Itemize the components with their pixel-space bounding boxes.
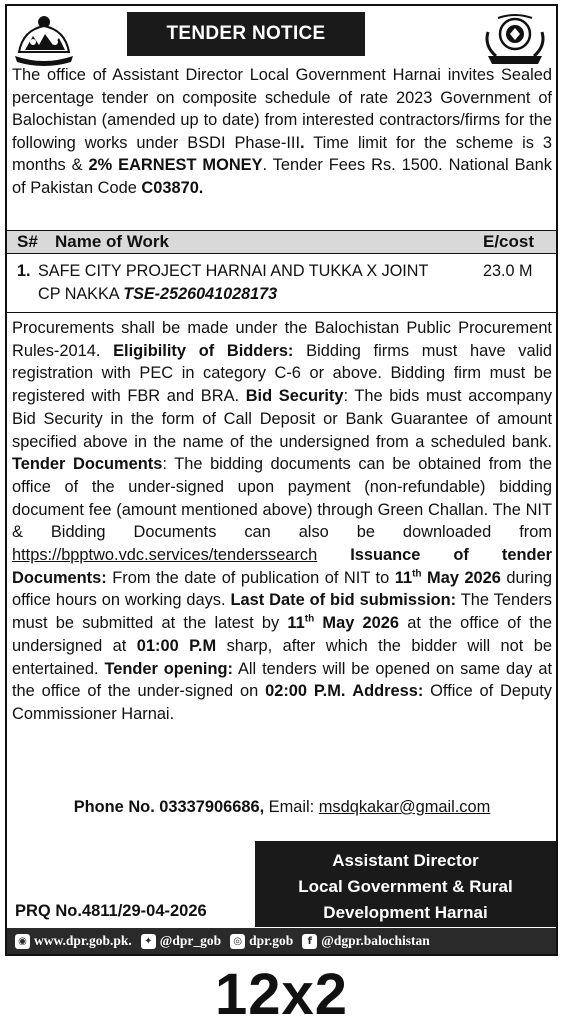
prq-number: PRQ No.4811/29-04-2026 [15, 902, 207, 920]
row-number: 1. [17, 262, 31, 280]
tender-search-link[interactable]: https://bpptwo.vdc.services/tenderssearch [12, 546, 318, 565]
facebook-icon: f [302, 934, 317, 949]
col-sno: S# [17, 232, 38, 251]
contact-line: Phone No. 03337906686, Email: msdqkakar@gmail.com [73, 798, 491, 816]
col-estimated-cost: E/cost [483, 232, 535, 251]
notice-title: TENDER NOTICE [127, 12, 365, 56]
tender-notice [5, 4, 558, 956]
footer-website[interactable]: ◉ www.dpr.gob.pk. [15, 933, 132, 949]
signature-block: Assistant Director Local Government & Rural Development Harnai [255, 841, 556, 927]
tse-number: TSE-2526041028173 [123, 284, 278, 303]
government-seal-icon [480, 12, 550, 68]
phone-number: Phone No. 03337906686, [73, 798, 265, 816]
footer-twitter[interactable]: ✦ @dpr_gob [141, 933, 221, 949]
row-work-name: SAFE CITY PROJECT HARNAI AND TUKKA X JOINT CP NAKKA TSE-2526041028173 [38, 262, 429, 303]
globe-icon: ◉ [15, 934, 30, 949]
ad-size-label: 12x2 [214, 962, 349, 1024]
balochistan-emblem-icon [11, 12, 77, 68]
terms-paragraph: Procurements shall be made under the Balochistan Public Procurement Rules-2014. Eligibility of Bidders: Bidding firms must have valid registration with PEC in category C-6 or above. Bidding firm must be registered with FBR and BRA. Bid Security: The bids must accompany Bid Security in the form of Call Deposit or Bank Guarantee of amount specified above in the name of the undersigned from a scheduled bank. Tender Documents: The bidding documents can be obtained from the office of the under-signed upon payment (non-refundable) bidding document fee (amount mentioned above) through Green Challan. The NIT & Bidding Documents can also be downloaded from https://bpptwo.vdc.services/tenderssearch Issuance of tender Documents: From the date of publication of NIT to 11th May 2026 during office hours on working days. Last Date of bid submission: The Tenders must be submitted at the latest by 11th May 2026 at the office of the undersigned at 01:00 P.M sharp, after which the bidder will not be entertained. Tender opening: All tenders will be opened on same day at the office of the under-signed on 02:00 P.M. Address: Office of Deputy Commissioner Harnai. [12, 319, 553, 723]
twitter-icon: ✦ [141, 934, 156, 949]
footer-bar [7, 928, 556, 954]
table-row [7, 260, 556, 312]
email-link[interactable]: msdqkakar@gmail.com [318, 798, 491, 816]
footer-instagram[interactable]: ◎ dpr.gob [230, 933, 293, 949]
instagram-icon: ◎ [230, 934, 245, 949]
col-name-of-work: Name of Work [55, 232, 169, 251]
divider [7, 312, 556, 313]
intro-paragraph: The office of Assistant Director Local Government Harnai invites Sealed percentage tender on composite schedule of rate 2023 Government of Balochistan (amended up to date) from interested contractors/firms for the following works under BSDI Phase-III. Time limit for the scheme is 3 months & 2% EARNEST MONEY. Tender Fees Rs. 1500. National Bank of Pakistan Code C03870. [12, 66, 552, 197]
row-cost: 23.0 M [483, 262, 533, 280]
works-table-header [7, 230, 556, 254]
footer-facebook[interactable]: f @dgpr.balochistan [302, 933, 429, 949]
